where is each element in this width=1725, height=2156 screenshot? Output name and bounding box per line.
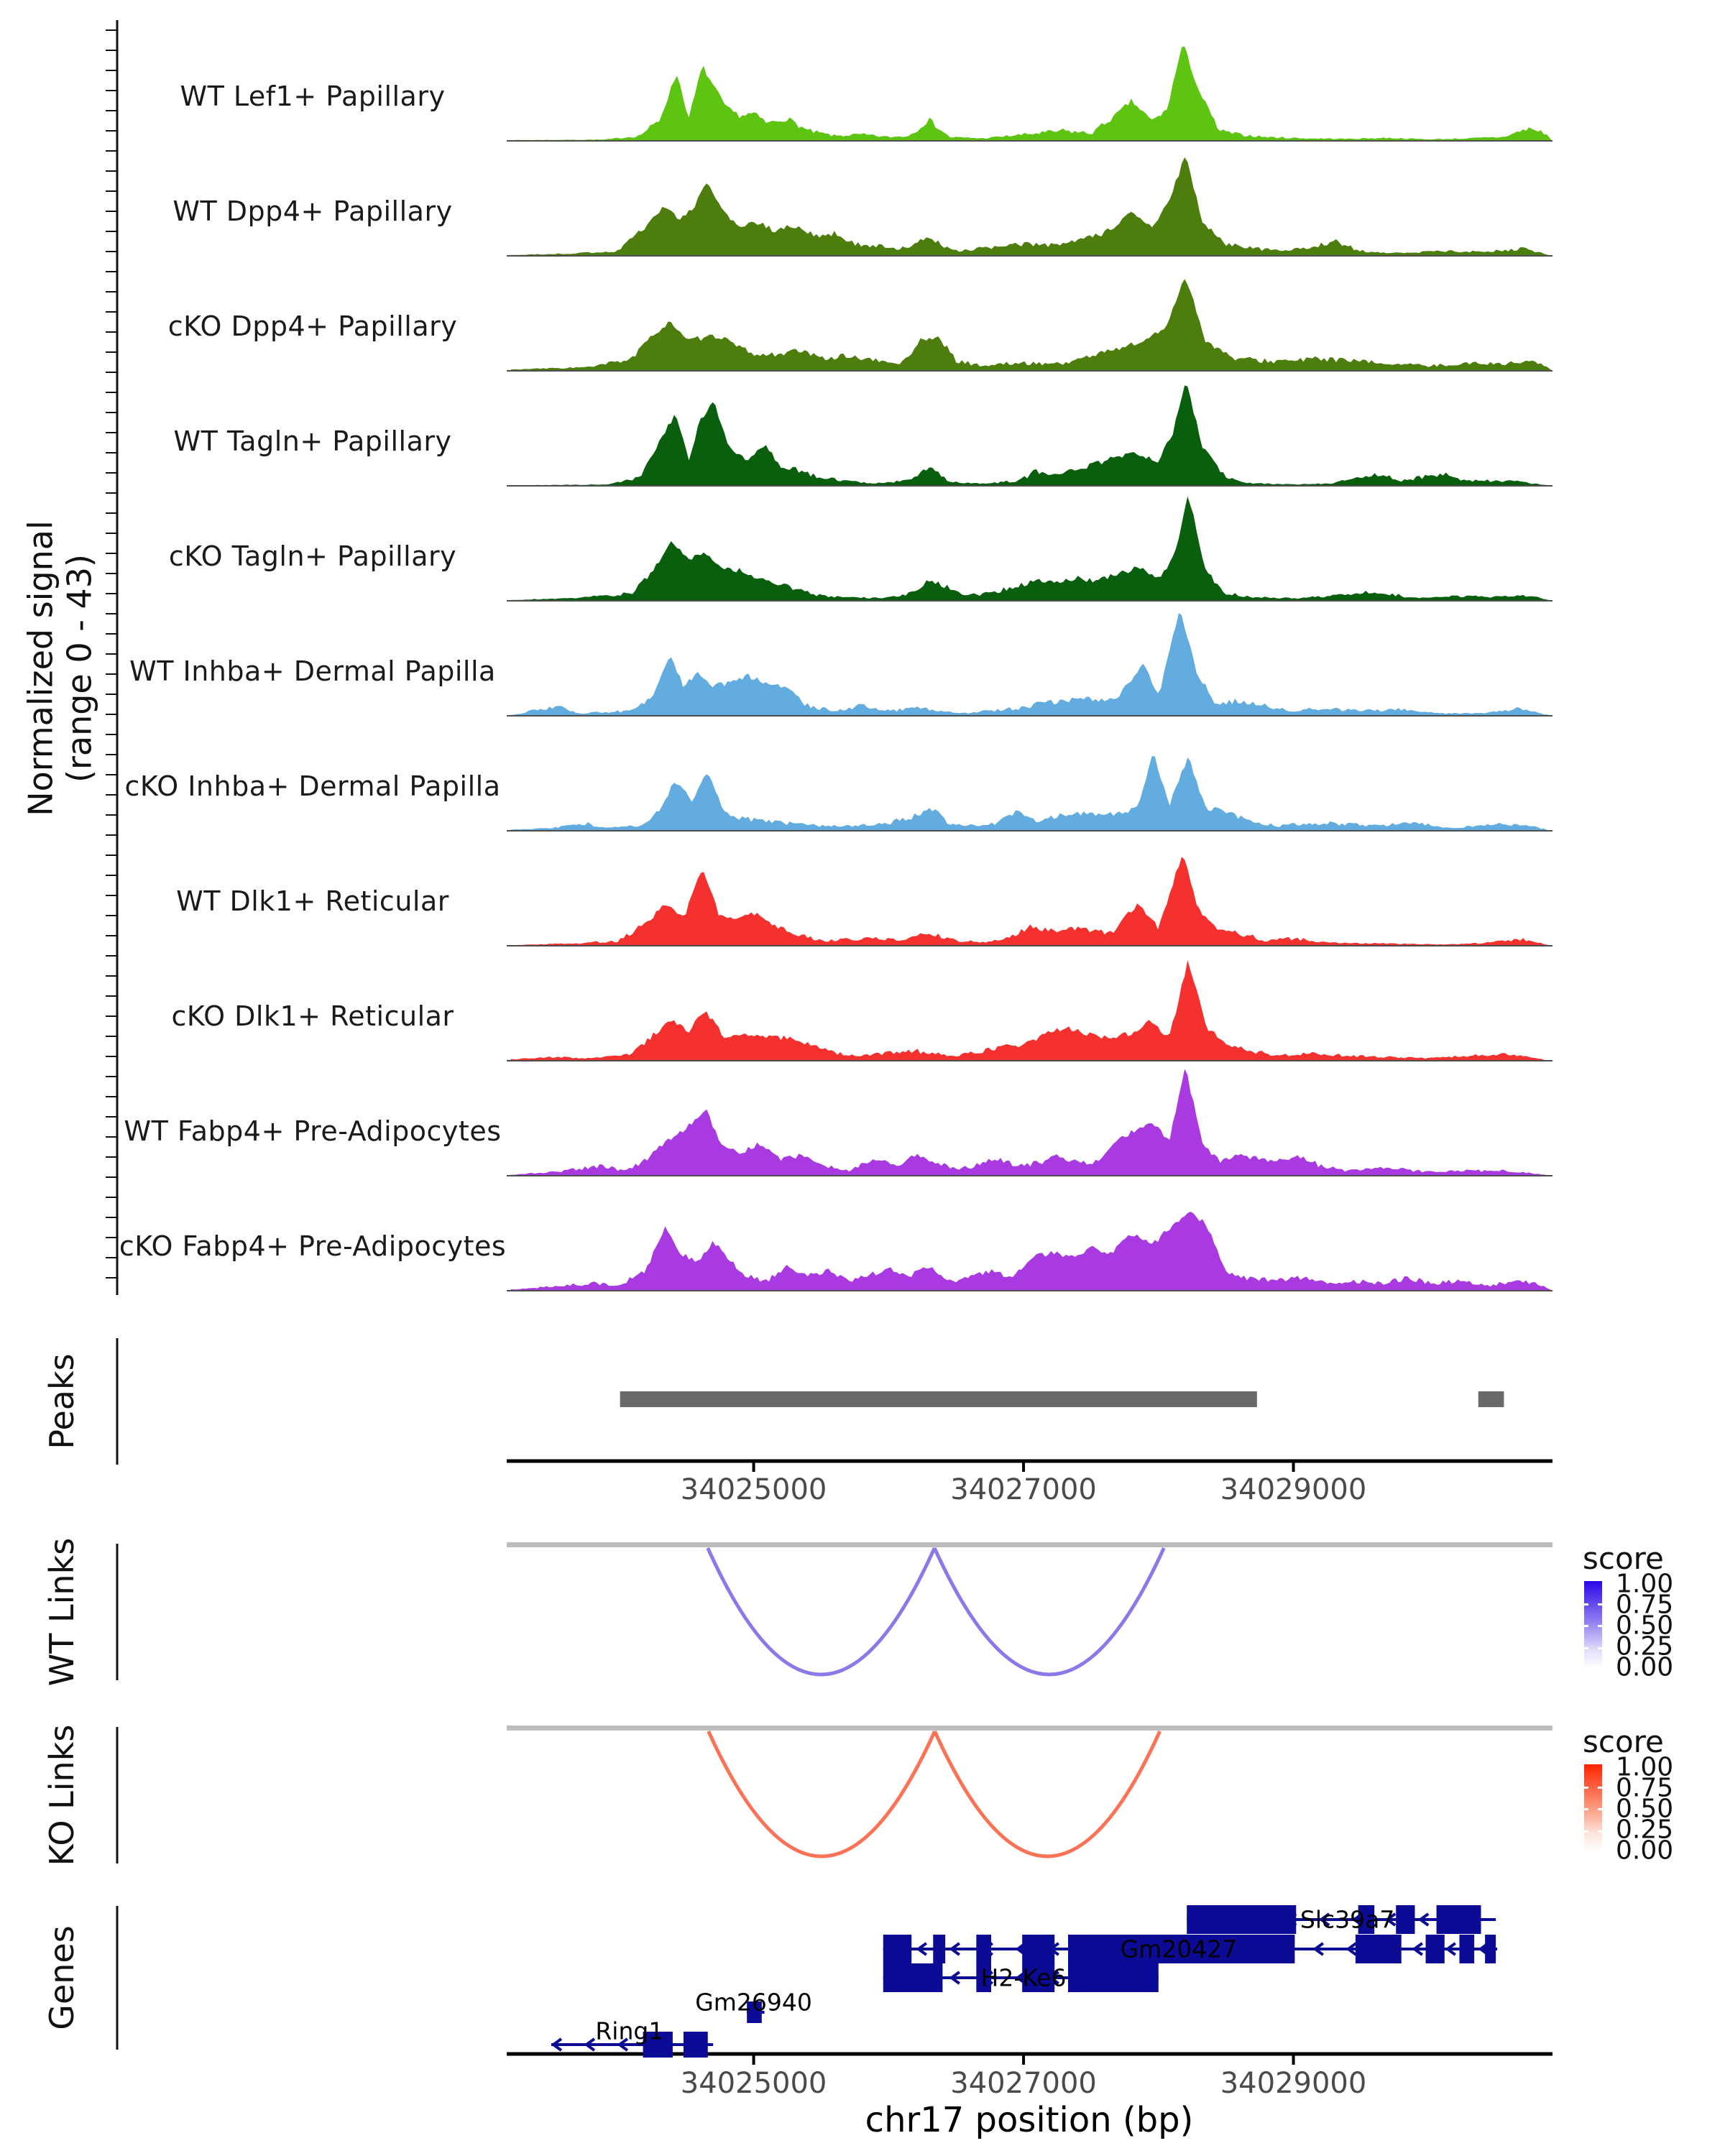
gene-label: Slc39a7 xyxy=(1300,1905,1395,1934)
gene-exon xyxy=(883,1963,943,1992)
coverage-area-6 xyxy=(511,613,1552,716)
link-arc xyxy=(935,1731,1160,1856)
peak-interval xyxy=(620,1391,1257,1407)
track-label: WT Inhba+ Dermal Papilla xyxy=(129,655,496,687)
track-label: WT Lef1+ Papillary xyxy=(180,80,446,112)
coverage-area-7 xyxy=(511,756,1552,831)
gene-label: Gm26940 xyxy=(695,1988,812,2017)
section-label-wt-links: WT Links xyxy=(42,1537,81,1687)
links-top-line xyxy=(507,1542,1552,1547)
gene-exon xyxy=(1426,1935,1445,1963)
gene-exon xyxy=(1068,1963,1159,1992)
coverage-area-10 xyxy=(511,1069,1552,1176)
gene-label: H2-Ke6 xyxy=(980,1963,1067,1992)
gene-exon xyxy=(1396,1905,1414,1934)
axis-tick-label: 34029000 xyxy=(1220,2067,1367,2100)
ko-score-gradient-bar xyxy=(1584,1764,1602,1852)
gene-exon xyxy=(1022,1935,1054,1963)
track-label: WT Fabp4+ Pre-Adipocytes xyxy=(124,1115,502,1147)
coverage-area-4 xyxy=(511,385,1552,486)
track-label: WT Tagln+ Papillary xyxy=(173,425,452,457)
wt-score-gradient-bar xyxy=(1584,1581,1602,1669)
coverage-area-11 xyxy=(511,1212,1552,1291)
coverage-area-9 xyxy=(511,960,1552,1061)
link-arc xyxy=(709,1731,935,1856)
axis-tick-label: 34027000 xyxy=(950,1473,1097,1506)
gene-exon xyxy=(1187,1905,1296,1934)
x-axis-title: chr17 position (bp) xyxy=(865,2100,1194,2140)
gene-label: Gm20427 xyxy=(1120,1935,1238,1963)
ko-score-value: 0.00 xyxy=(1616,1835,1674,1866)
track-label: cKO Dlk1+ Reticular xyxy=(171,1000,454,1032)
y-axis-label xyxy=(22,520,100,816)
track-label: WT Dpp4+ Papillary xyxy=(172,195,453,227)
ko-score-value: 0.50 xyxy=(1616,1794,1674,1824)
gene-label: Ring1 xyxy=(595,2017,664,2045)
ko-score-value: 0.75 xyxy=(1616,1773,1674,1803)
gene-exon xyxy=(684,2032,708,2058)
section-label-peaks: Peaks xyxy=(42,1353,81,1450)
ko-score-legend-title: score xyxy=(1583,1724,1664,1759)
coverage-area-8 xyxy=(511,857,1552,946)
gene-exon xyxy=(883,1935,911,1963)
link-arc xyxy=(934,1548,1164,1674)
ko-score-value: 0.25 xyxy=(1616,1815,1674,1845)
gene-exon xyxy=(1356,1935,1402,1963)
coverage-area-1 xyxy=(511,47,1552,141)
gene-exon xyxy=(1437,1905,1481,1934)
wt-score-value: 1.00 xyxy=(1616,1569,1674,1599)
peak-interval xyxy=(1478,1391,1504,1407)
section-label-ko-links: KO Links xyxy=(42,1724,81,1866)
axis-tick-label: 34025000 xyxy=(680,2067,827,2100)
gene-exon xyxy=(1485,1935,1496,1963)
wt-score-value: 0.50 xyxy=(1616,1611,1674,1641)
gene-exon xyxy=(976,1935,991,1963)
links-top-line xyxy=(507,1726,1552,1731)
track-label: cKO Dpp4+ Papillary xyxy=(167,310,458,342)
wt-score-legend-title: score xyxy=(1583,1541,1664,1576)
section-label-genes: Genes xyxy=(42,1925,81,2030)
wt-score-value: 0.00 xyxy=(1616,1652,1674,1682)
coverage-area-5 xyxy=(511,497,1552,602)
track-label: cKO Tagln+ Papillary xyxy=(168,540,457,572)
track-label: cKO Inhba+ Dermal Papilla xyxy=(124,770,501,802)
axis-tick-label: 34029000 xyxy=(1220,1473,1367,1506)
track-label: WT Dlk1+ Reticular xyxy=(176,885,449,917)
gene-exon xyxy=(933,1935,945,1963)
wt-score-value: 0.75 xyxy=(1616,1590,1674,1620)
track-label: cKO Fabp4+ Pre-Adipocytes xyxy=(119,1230,507,1262)
axis-tick-label: 34025000 xyxy=(680,1473,827,1506)
coverage-area-2 xyxy=(511,157,1552,256)
gene-exon xyxy=(1459,1935,1474,1963)
wt-score-value: 0.25 xyxy=(1616,1631,1674,1662)
y-axis-label-line2: (range 0 - 43) xyxy=(60,554,99,783)
coverage-area-3 xyxy=(511,279,1552,371)
axis-tick-label: 34027000 xyxy=(950,2067,1097,2100)
y-axis-label-line1: Normalized signal xyxy=(21,520,60,816)
link-arc xyxy=(708,1548,934,1674)
ko-score-value: 1.00 xyxy=(1616,1752,1674,1782)
